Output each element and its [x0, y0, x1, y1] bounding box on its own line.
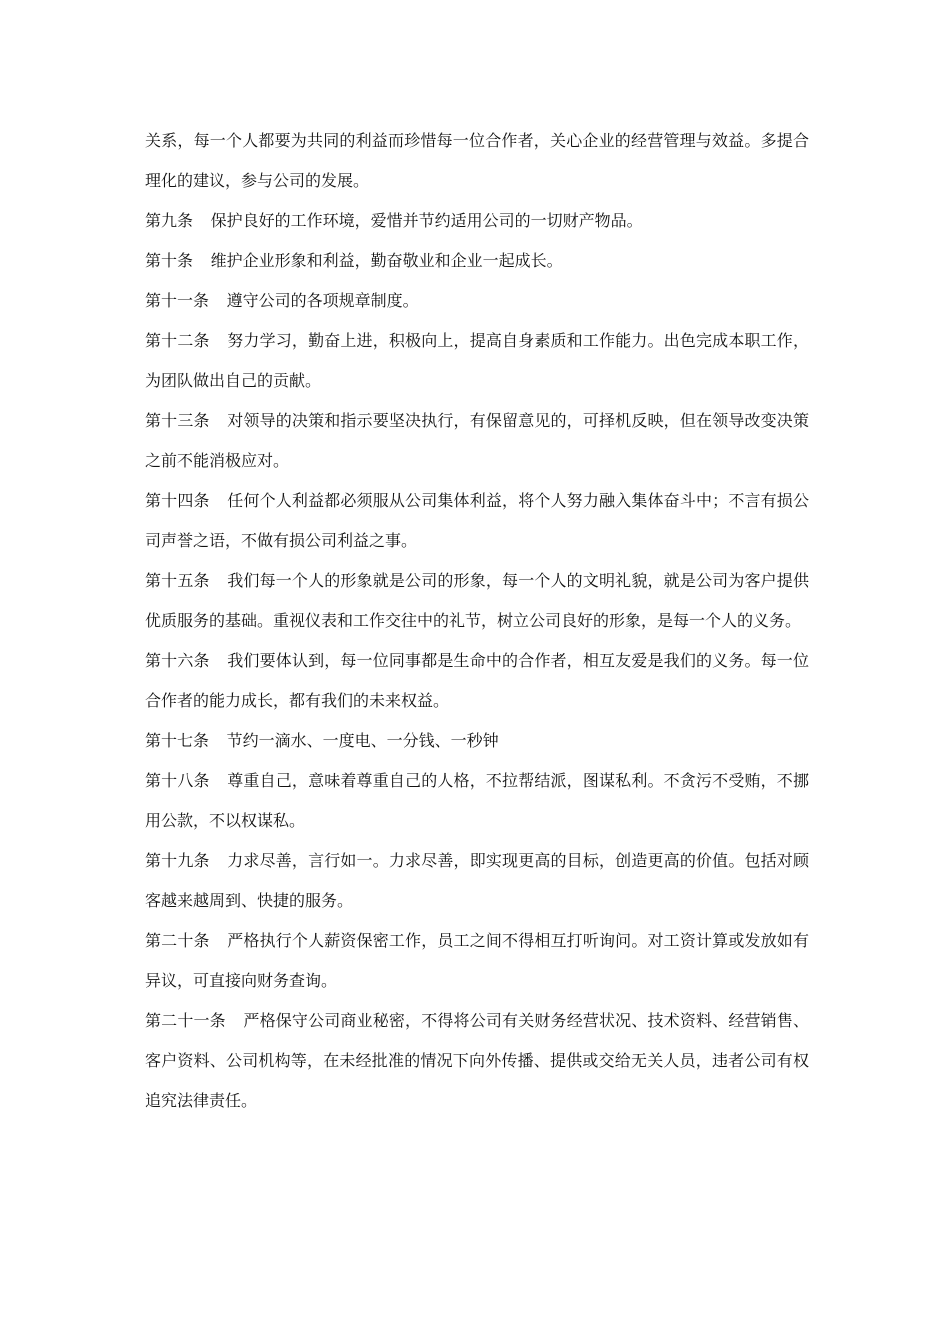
article-17: [145, 721, 809, 761]
article-9: [145, 201, 809, 241]
article-number: 第十二条: [145, 331, 210, 350]
article-number: 第十三条: [145, 411, 210, 430]
article-14: [145, 481, 809, 561]
article-text: 力求尽善，言行如一。力求尽善，即实现更高的目标，创造更高的价值。包括对顾客越来越周到、快捷的服务。: [145, 851, 809, 910]
article-text: 严格执行个人薪资保密工作，员工之间不得相互打听询问。对工资计算或发放如有异议，可直接向财务查询。: [145, 931, 809, 990]
article-number: 第十四条: [145, 491, 210, 510]
article-15: [145, 561, 809, 641]
article-number: 第二十一条: [145, 1011, 226, 1030]
article-13: [145, 401, 809, 481]
article-20: [145, 921, 809, 1001]
article-19: [145, 841, 809, 921]
paragraph-text: 关系，每一个人都要为共同的利益而珍惜每一位合作者，关心企业的经营管理与效益。多提合理化的建议，参与公司的发展。: [145, 131, 809, 190]
article-text: 我们要体认到，每一位同事都是生命中的合作者，相互友爱是我们的义务。每一位合作者的能力成长，都有我们的未来权益。: [145, 651, 809, 710]
article-number: 第十七条: [145, 731, 210, 750]
article-number: 第十六条: [145, 651, 210, 670]
article-number: 第十一条: [145, 291, 210, 310]
article-number: 第二十条: [145, 931, 210, 950]
article-text: 维护企业形象和利益，勤奋敬业和企业一起成长。: [210, 251, 563, 270]
paragraph-continuation: [145, 121, 809, 201]
article-12: [145, 321, 809, 401]
article-21: [145, 1001, 809, 1121]
article-text: 严格保守公司商业秘密，不得将公司有关财务经营状况、技术资料、经营销售、客户资料、公司机构等，在未经批准的情况下向外传播、提供或交给无关人员，违者公司有权追究法律责任。: [145, 1011, 809, 1110]
article-16: [145, 641, 809, 721]
article-text: 对领导的决策和指示要坚决执行，有保留意见的，可择机反映，但在领导改变决策之前不能消极应对。: [145, 411, 809, 470]
article-10: [145, 241, 809, 281]
article-number: 第十九条: [145, 851, 210, 870]
article-11: [145, 281, 809, 321]
article-number: 第十八条: [145, 771, 210, 790]
article-text: 任何个人利益都必须服从公司集体利益，将个人努力融入集体奋斗中；不言有损公司声誉之语，不做有损公司利益之事。: [145, 491, 809, 550]
article-text: 节约一滴水、一度电、一分钱、一秒钟: [226, 731, 499, 750]
article-number: 第十五条: [145, 571, 210, 590]
article-text: 我们每一个人的形象就是公司的形象，每一个人的文明礼貌，就是公司为客户提供优质服务的基础。重视仪表和工作交往中的礼节，树立公司良好的形象，是每一个人的义务。: [145, 571, 809, 630]
article-number: 第十条: [145, 251, 194, 270]
article-text: 努力学习，勤奋上进，积极向上，提高自身素质和工作能力。出色完成本职工作，为团队做出自己的贡献。: [145, 331, 809, 390]
article-18: [145, 761, 809, 841]
article-number: 第九条: [145, 211, 194, 230]
article-text: 尊重自己，意味着尊重自己的人格，不拉帮结派，图谋私利。不贪污不受贿，不挪用公款，不以权谋私。: [145, 771, 809, 830]
article-text: 保护良好的工作环境，爱惜并节约适用公司的一切财产物品。: [210, 211, 643, 230]
article-text: 遵守公司的各项规章制度。: [226, 291, 419, 310]
document-body: [145, 121, 809, 1121]
